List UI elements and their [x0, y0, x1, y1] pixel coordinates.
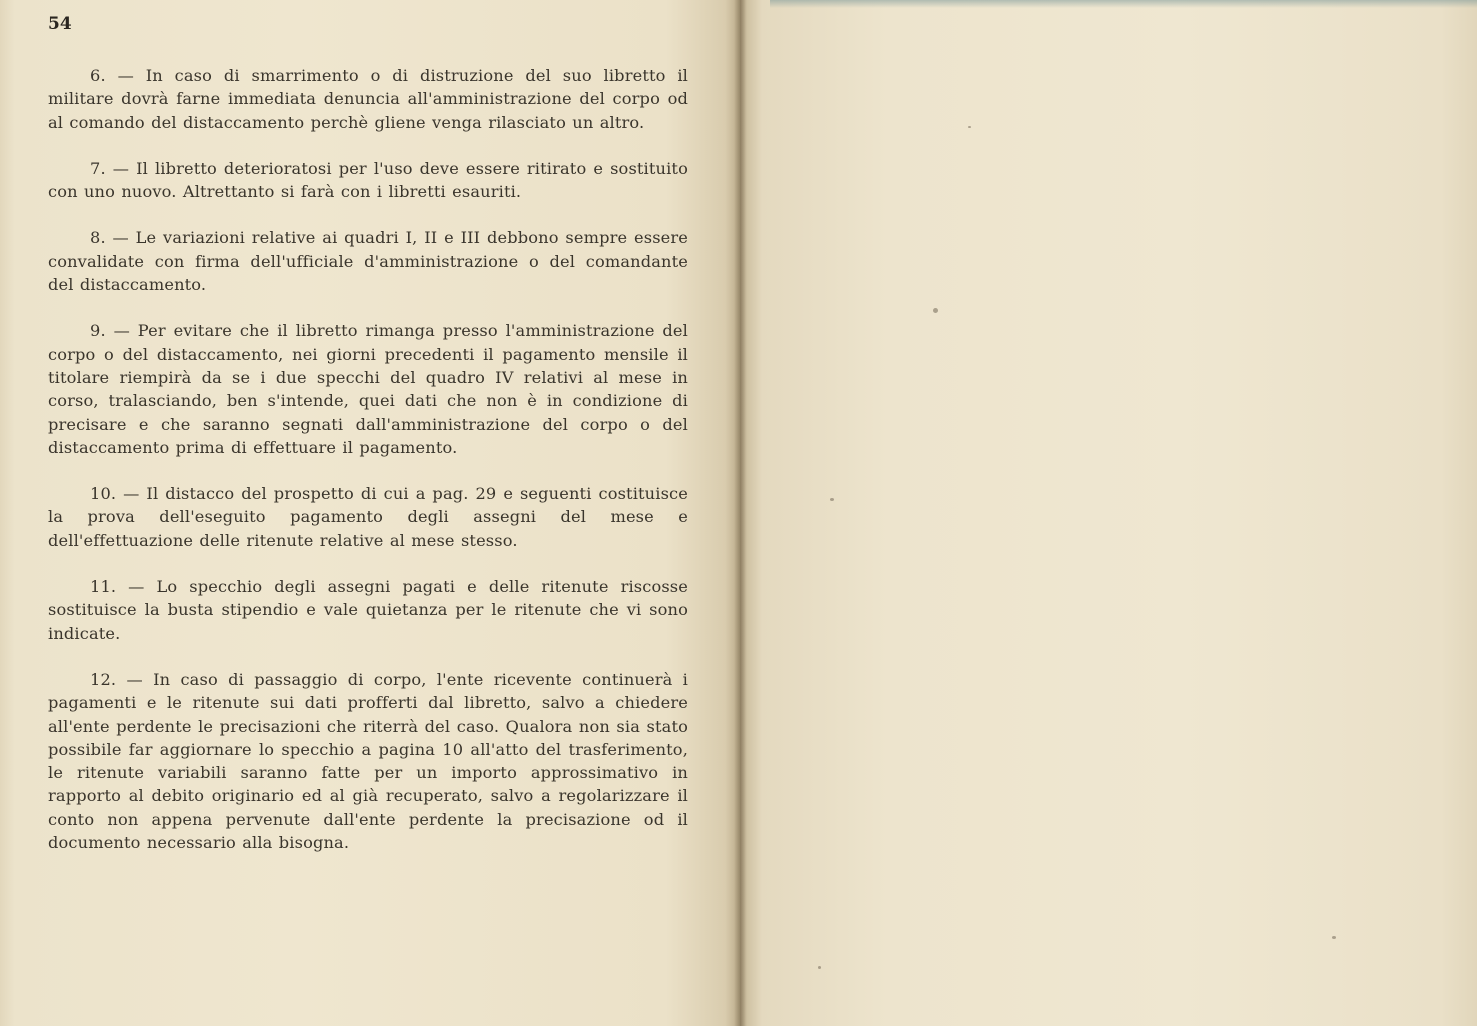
paper-speck: [1332, 936, 1336, 939]
page-number: 54: [48, 14, 72, 34]
paragraph-12: 12. — In caso di passaggio di corpo, l'ente ricevente continuerà i pagamenti e le ritenute sui dati profferti dal libretto, salvo a chiedere all'ente perdente le precisazioni che riterrà del caso. Qualora non sia stato possibile far aggiornare lo specchio a pagina 10 all'atto del trasferimento, le ritenute variabili saranno fatte per un importo approssimativo in rapporto al debito originario ed al già recuperato, salvo a regolarizzare il conto non appena pervenute dall'ente perdente la precisazione od il documento necessario alla bisogna.: [48, 669, 688, 853]
paragraph-9: 9. — Per evitare che il libretto rimanga presso l'amministrazione del corpo o del distaccamento, nei giorni precedenti il pagamento mensile il titolare riempirà da se i due specchi del quadro IV relativi al mese in corso, tralasciando, ben s'intende, quei dati che non è in condizione di precisare e che saranno segnati dall'amministrazione del corpo o del distaccamento prima di effettuare il pagamento.: [48, 321, 688, 457]
paragraph-11: 11. — Lo specchio degli assegni pagati e delle ritenute riscosse sostituisce la busta stipendio e vale quietanza per le ritenute che vi sono indicate.: [48, 577, 688, 643]
cover-edge: [770, 0, 1477, 8]
paragraph-8: 8. — Le variazioni relative ai quadri I, II e III debbono sempre essere convalidate con firma dell'ufficiale d'amministrazione o del comandante del distaccamento.: [48, 228, 688, 295]
paragraph-10: 10. — Il distacco del prospetto di cui a pag. 29 e seguenti costituisce la prova dell'eseguito pagamento degli assegni del mese e dell'effettuazione delle ritenute relative al mese stesso.: [48, 484, 688, 550]
paper-speck: [818, 966, 821, 969]
book-gutter: [734, 0, 746, 1026]
paragraph-6: 6. — In caso di smarrimento o di distruzione del suo libretto il militare dovrà farne immediata denuncia all'amministrazione del corpo od al comando del distaccamento perchè gliene venga rilasciato un altro.: [48, 66, 688, 132]
paper-speck: [933, 308, 938, 313]
paragraph-7: 7. — Il libretto deterioratosi per l'uso deve essere ritirato e sostituito con uno nuovo. Altrettanto si farà con i libretti esauriti.: [48, 158, 688, 202]
text-block: [48, 64, 688, 877]
paper-speck: [968, 126, 971, 128]
paper-speck: [830, 498, 834, 501]
right-page: [740, 0, 1477, 1026]
